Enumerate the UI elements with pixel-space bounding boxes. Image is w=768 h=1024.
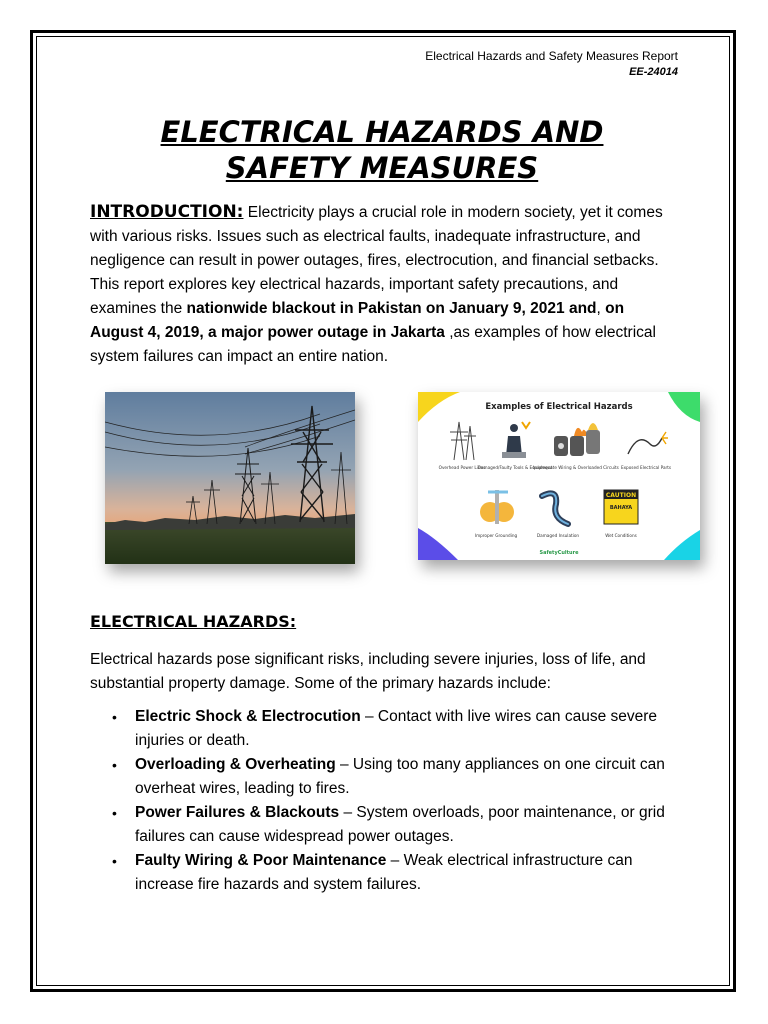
hazard-term: Power Failures & Blackouts (135, 804, 340, 821)
bullet: • (112, 853, 117, 869)
hazard-list (90, 705, 690, 897)
report-code: EE-24014 (629, 66, 678, 78)
bullet: • (112, 757, 117, 773)
intro-text-3: ,as examples of how electrical system failures can impact an entire nation. (90, 324, 656, 365)
electrical-hazards-infographic (418, 392, 700, 560)
hazard-term: Electric Shock & Electrocution (135, 708, 361, 725)
intro-text-2: , (596, 300, 606, 317)
list-item (90, 705, 690, 753)
report-name: Electrical Hazards and Safety Measures Report (425, 49, 678, 63)
caution-sign-text: BAHAYA (609, 505, 633, 511)
infographic-title: Examples of Electrical Hazards (485, 402, 633, 412)
bullet: • (112, 805, 117, 821)
infographic-brand: SafetyCulture (539, 550, 579, 556)
list-item (90, 849, 690, 897)
intro-bold-jakarta: on August 4, 2019, a major power outage in Jakarta (90, 300, 625, 341)
hazard-desc: – System overloads, poor maintenance, or grid failures can cause widespread power outages. (135, 804, 665, 845)
title-line-1: ELECTRICAL HAZARDS AND (160, 115, 604, 149)
bullet: • (112, 709, 117, 725)
power-lines-photo (105, 392, 355, 564)
introduction-paragraph (90, 200, 680, 369)
hazard-term: Overloading & Overheating (135, 756, 336, 773)
list-item (90, 801, 690, 849)
infographic-label-inadequate-wiring: Inadequate Wiring & Overloaded Circuits (533, 465, 619, 470)
infographic-label-wet-conditions: Wet Conditions (605, 533, 637, 538)
hazard-desc: – Weak electrical infrastructure can increase fire hazards and system failures. (135, 852, 633, 893)
infographic-label-grounding: Improper Grounding (474, 533, 518, 538)
document-title (90, 114, 674, 186)
electrical-hazards-heading: ELECTRICAL HAZARDS: (90, 612, 297, 631)
infographic-label-insulation: Damaged Insulation (536, 533, 580, 538)
introduction-heading: INTRODUCTION: (90, 202, 244, 222)
intro-text-1: Electricity plays a crucial role in modern society, yet it comes with various risks. Issues such as electrical faults, inadequate infrastructure, and negligence can result in power outages, fires, electrocution, and financial setbacks. This report explores key electrical hazards, important safety precautions, and examines the (90, 204, 663, 317)
list-item (90, 753, 690, 801)
infographic-label-damaged-tools: Damaged/Faulty Tools & Equipment (477, 465, 553, 470)
hazard-desc: – Using too many appliances on one circuit can overheat wires, leading to fires. (135, 756, 665, 797)
running-header (425, 48, 678, 80)
infographic-label-overhead: Overhead Power Lines (438, 465, 486, 470)
title-line-2: SAFETY MEASURES (225, 151, 539, 185)
electrical-hazards-intro: Electrical hazards pose significant risks, including severe injuries, loss of life, and substantial property damage. Some of the primary hazards include: (90, 651, 646, 692)
infographic-label-exposed-parts: Exposed Electrical Parts (620, 465, 672, 470)
caution-sign-label: CAUTION (605, 492, 637, 499)
hazard-term: Faulty Wiring & Poor Maintenance (135, 852, 387, 869)
intro-bold-pakistan: nationwide blackout in Pakistan on January 9, 2021 and (186, 300, 597, 317)
hazard-desc: – Contact with live wires can cause severe injuries or death. (135, 708, 658, 749)
